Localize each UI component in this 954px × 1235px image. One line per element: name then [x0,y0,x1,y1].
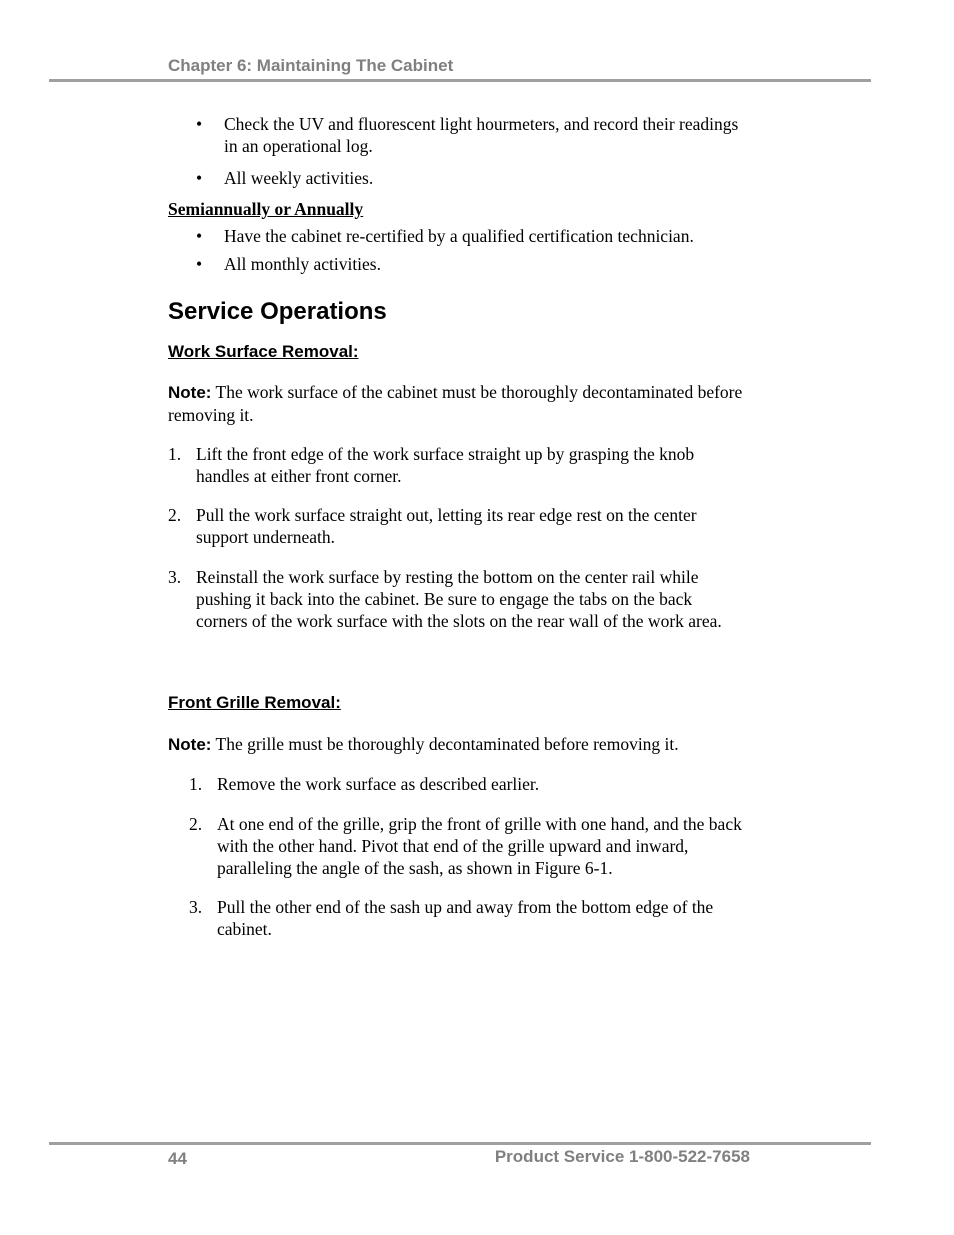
bullet-icon: • [196,226,203,246]
bullet-icon: • [196,114,203,134]
list-item: All weekly activities. [224,168,374,188]
front-grille-heading: Front Grille Removal: [168,693,341,712]
step-number: 3. [168,567,182,587]
chapter-header: Chapter 6: Maintaining The Cabinet [168,56,454,75]
front-grille-note [168,733,768,756]
page-number: 44 [168,1149,187,1168]
step-number: 3. [189,897,203,917]
list-item: Have the cabinet re-certified by a qualified certification technician. [224,226,694,246]
step-text: At one end of the grille, grip the front of grille with one hand, and the back with the other hand. Pivot that end of the grille upward and inward, paralleling the angle of the sash, as shown in Figure 6-1. [217,814,742,878]
step-number: 1. [168,444,182,464]
list-item: All monthly activities. [224,254,381,274]
list-item: Check the UV and fluorescent light hourmeters, and record their readings in an operational log. [224,114,739,156]
footer-divider [49,1142,871,1145]
step-number: 2. [189,814,203,834]
step-text: Lift the front edge of the work surface straight up by grasping the knob handles at either front corner. [196,444,695,486]
semiannual-heading: Semiannually or Annually [168,199,364,219]
work-surface-heading: Work Surface Removal: [168,342,359,361]
section-title: Service Operations [168,298,387,325]
note-text: The grille must be thoroughly decontaminated before removing it. [215,734,679,754]
step-text: Pull the work surface straight out, letting its rear edge rest on the center support underneath. [196,505,697,547]
service-phone: Product Service 1-800-522-7658 [494,1147,750,1166]
note-text: The work surface of the cabinet must be thoroughly decontaminated before removing it. [168,382,743,425]
step-text: Reinstall the work surface by resting the bottom on the center rail while pushing it back into the cabinet. Be sure to engage the tabs on the back corners of the work surface with the slots on the rear wall of the work area. [196,567,722,631]
header-divider [49,79,871,82]
note-label: Note: [168,735,212,754]
step-number: 2. [168,505,182,525]
note-label: Note: [168,383,212,402]
step-number: 1. [189,774,203,794]
work-surface-note [168,381,748,426]
step-text: Remove the work surface as described earlier. [217,774,540,794]
bullet-icon: • [196,254,203,274]
step-text: Pull the other end of the sash up and away from the bottom edge of the cabinet. [217,897,714,939]
bullet-icon: • [196,168,203,188]
